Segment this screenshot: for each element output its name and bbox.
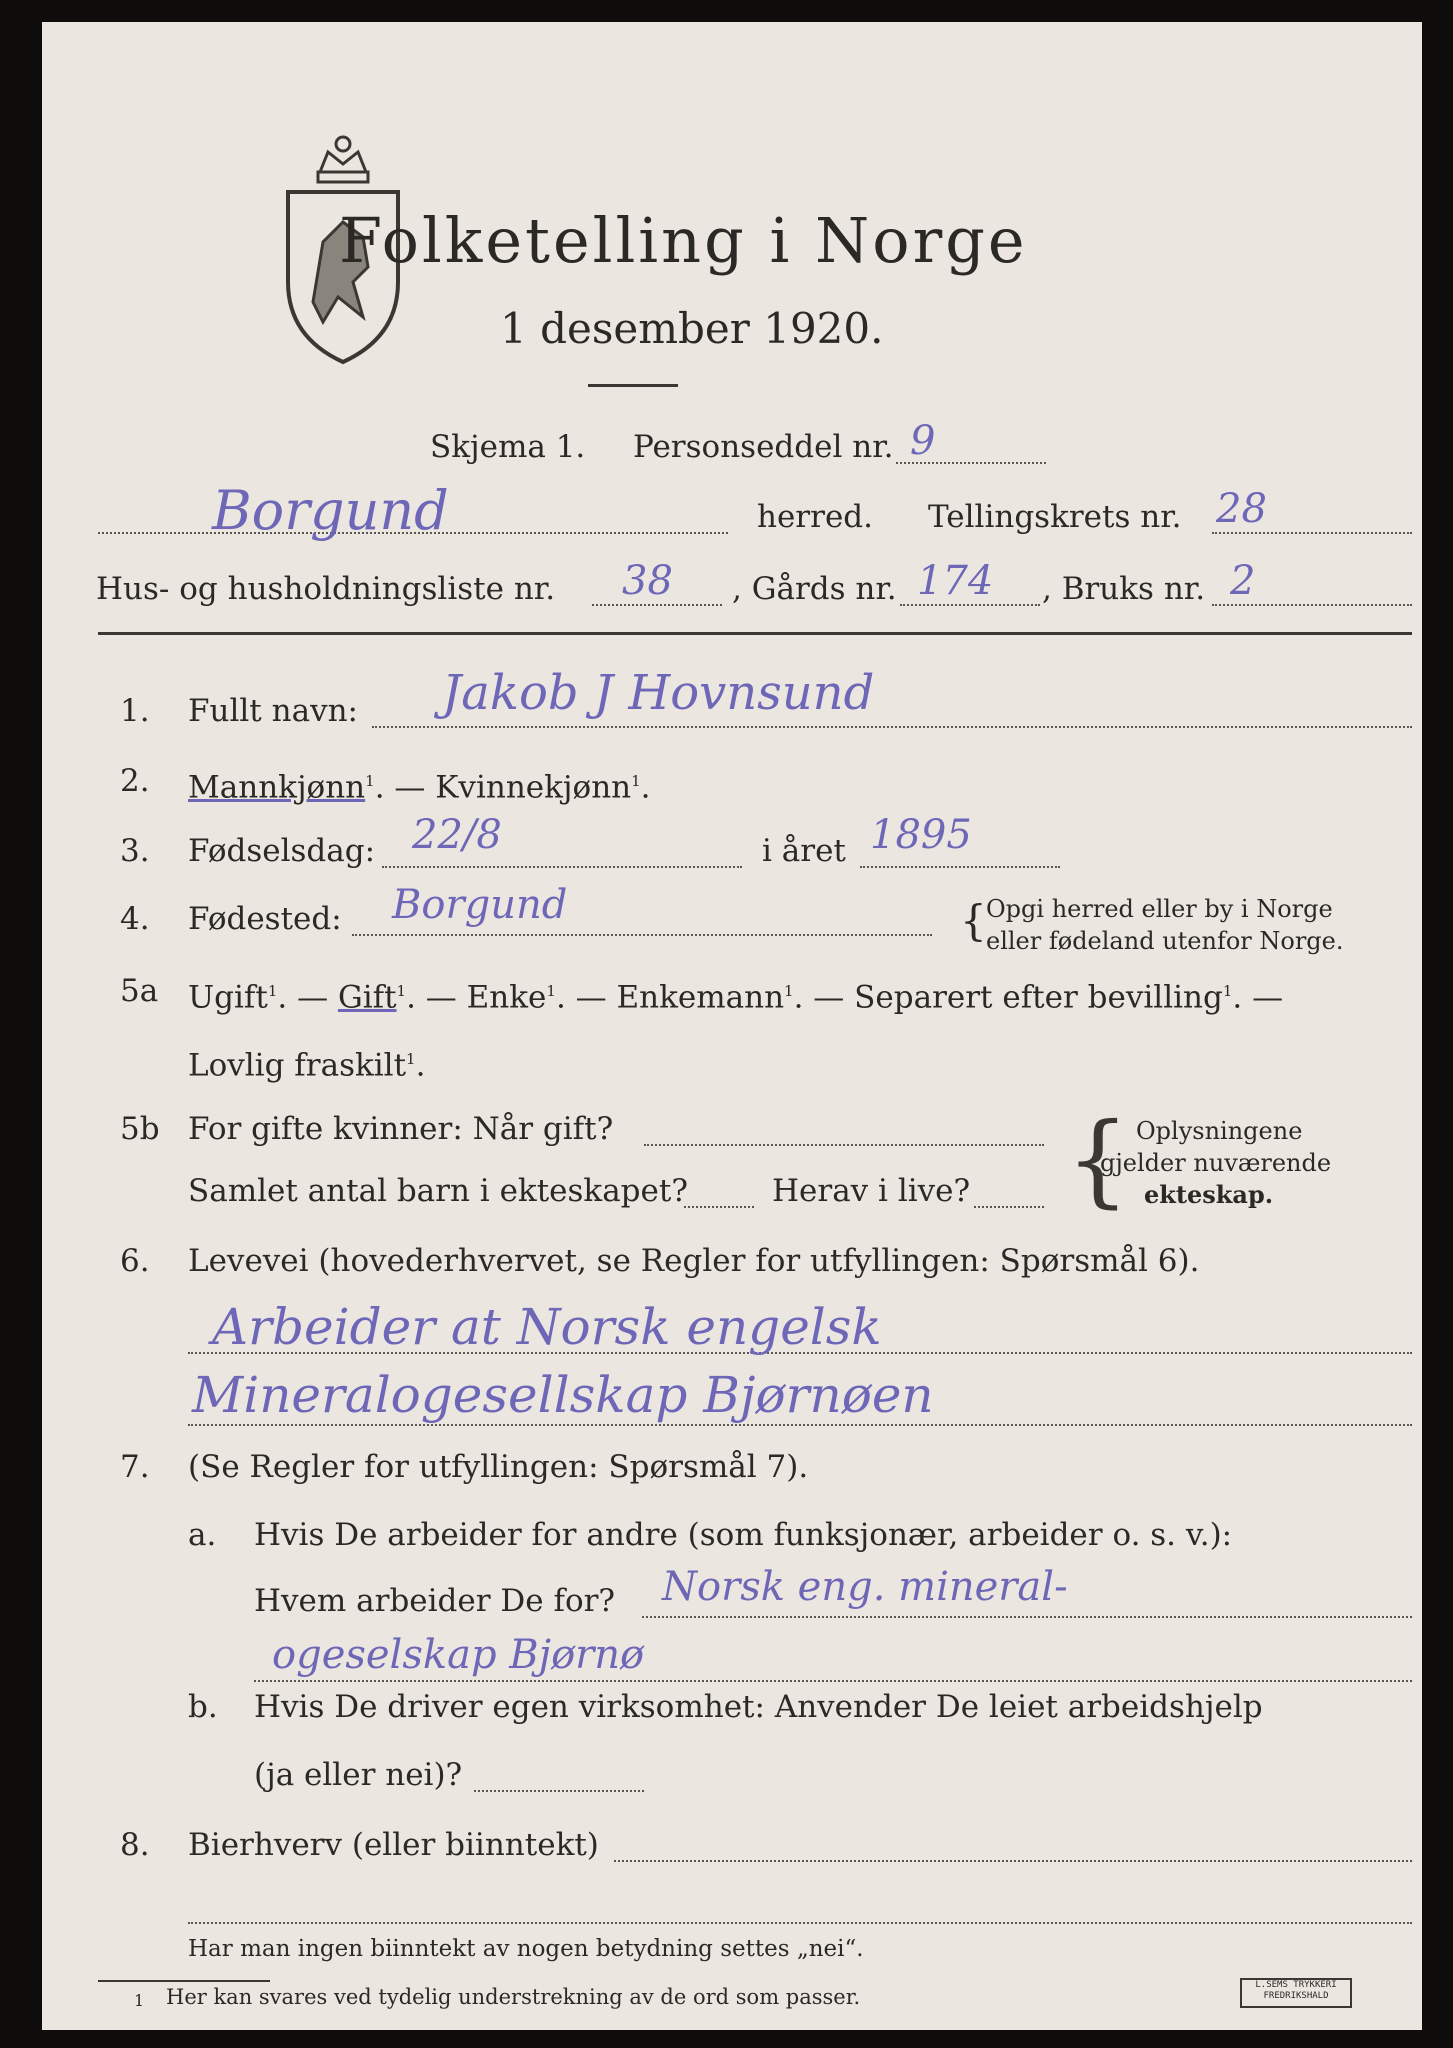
birthdate-line — [382, 866, 742, 868]
gender-end: . — [640, 769, 651, 806]
year-label: i året — [762, 833, 846, 869]
q5b-label: For gifte kvinner: Når gift? — [188, 1111, 614, 1147]
bruks-label: , Bruks nr. — [1042, 571, 1206, 607]
q3-number: 3. — [120, 833, 150, 869]
q5b-brace: { — [1066, 1101, 1130, 1218]
enkemann-option: Enkemann — [616, 979, 785, 1016]
civil-status-options: Ugift$^1$. — Gift$^1$. — Enke$^1$. — Enkemann$^1$. — Separert efter bevilling$^1$. — — [188, 979, 1284, 1016]
birth-year-value: 1895 — [870, 812, 972, 858]
form-title: Folketelling i Norge — [339, 204, 1028, 277]
q7-label: (Se Regler for utfyllingen: Spørsmål 7). — [188, 1449, 809, 1485]
gards-value: 174 — [917, 558, 994, 604]
employer-line2 — [254, 1680, 1412, 1682]
children-label: Samlet antal barn i ekteskapet? — [188, 1173, 688, 1209]
form-date: 1 desember 1920. — [500, 304, 884, 353]
q1-label: Fullt navn: — [188, 693, 358, 729]
q8-label: Bierhverv (eller biinntekt) — [188, 1827, 599, 1863]
q8-line1 — [614, 1860, 1412, 1862]
tellingskrets-label: Tellingskrets nr. — [928, 499, 1182, 535]
herred-label: herred. — [757, 499, 873, 535]
gender-separator: . — — [374, 769, 436, 806]
q7b-question: (ja eller nei)? — [254, 1757, 463, 1793]
footnote-mark: 1 — [134, 1991, 145, 2010]
occupation-value-line2: Mineralogesellskap Bjørnøen — [192, 1366, 934, 1424]
q7b-number: b. — [188, 1689, 218, 1725]
q4-number: 4. — [120, 901, 150, 937]
q7b-line — [474, 1790, 644, 1792]
separert-option: Separert efter bevilling — [854, 979, 1223, 1016]
q7-number: 7. — [120, 1449, 150, 1485]
q6-number: 6. — [120, 1243, 150, 1279]
q7a-label: Hvis De arbeider for andre (som funksjonær, arbeider o. s. v.): — [254, 1517, 1233, 1553]
q5b-number: 5b — [120, 1111, 160, 1147]
personseddel-value: 9 — [910, 418, 936, 464]
census-form — [42, 22, 1422, 2030]
birthdate-value: 22/8 — [412, 812, 502, 858]
hus-value: 38 — [622, 558, 673, 604]
gift-option: Gift — [337, 979, 397, 1016]
q5b-note-line1: Oplysningene — [1136, 1117, 1303, 1145]
occupation-value-line1: Arbeider at Norsk engelsk — [212, 1298, 882, 1356]
personseddel-label: Personseddel nr. — [633, 429, 894, 465]
gards-label: , Gårds nr. — [732, 571, 897, 607]
employer-value-line1: Norsk eng. mineral- — [662, 1564, 1068, 1610]
tellingskrets-line — [1212, 532, 1412, 534]
q7a-question: Hvem arbeider De for? — [254, 1583, 616, 1619]
q5a-dash: . — — [1232, 979, 1284, 1016]
footnote-text: Her kan svares ved tydelig understrekning av de ord som passer. — [166, 1985, 861, 2009]
q4-label: Fødested: — [188, 901, 342, 937]
q4-note-line1: Opgi herred eller by i Norge — [986, 895, 1333, 923]
q7b-label: Hvis De driver egen virksomhet: Anvender De leiet arbeidshjelp — [254, 1689, 1263, 1725]
occupation-line2 — [188, 1424, 1412, 1426]
q4-note-line2: eller fødeland utenfor Norge. — [986, 927, 1344, 955]
bruks-line — [1212, 604, 1412, 606]
q4-brace: { — [960, 896, 987, 945]
herred-value: Borgund — [212, 479, 449, 542]
gender-options: Mannkjønn$^1$. — Kvinnekjønn$^1$. — [188, 769, 651, 806]
q6-label: Levevei (hovederhvervet, se Regler for utfyllingen: Spørsmål 6). — [188, 1243, 1200, 1279]
skjema-label: Skjema 1. — [430, 429, 586, 465]
birthplace-value: Borgund — [392, 882, 568, 928]
hus-line — [592, 604, 722, 606]
male-option: Mannkjønn — [188, 769, 366, 806]
female-option: Kvinnekjønn — [435, 769, 632, 806]
title-divider — [588, 384, 678, 387]
year-line — [860, 866, 1060, 868]
alive-label: Herav i live? — [772, 1173, 971, 1209]
q5b-note-line2: gjelder nuværende — [1100, 1149, 1332, 1177]
q3-label: Fødselsdag: — [188, 833, 376, 869]
hus-label: Hus- og husholdningsliste nr. — [96, 571, 556, 607]
gards-line — [900, 604, 1040, 606]
children-line — [684, 1206, 754, 1208]
q8-number: 8. — [120, 1827, 150, 1863]
employer-value-line2: ogeselskap Bjørnø — [272, 1632, 645, 1678]
fraskilt-label: Lovlig fraskilt — [188, 1047, 407, 1084]
enke-option: Enke — [466, 979, 547, 1016]
q5a-number: 5a — [120, 973, 159, 1009]
alive-line — [974, 1206, 1044, 1208]
q8-note: Har man ingen biinntekt av nogen betydning settes „nei“. — [188, 1936, 864, 1962]
birthplace-line — [352, 934, 932, 936]
q8-line2 — [188, 1922, 1412, 1924]
married-when-line — [644, 1144, 1044, 1146]
q7a-number: a. — [188, 1517, 217, 1553]
header-rule — [98, 632, 1412, 635]
bruks-value: 2 — [1230, 558, 1256, 604]
q1-number: 1. — [120, 693, 150, 729]
employer-line1 — [642, 1616, 1412, 1618]
q1-line — [372, 726, 1412, 728]
full-name-value: Jakob J Hovnsund — [442, 665, 875, 721]
ugift-option: Ugift — [188, 979, 268, 1016]
fraskilt-option: Lovlig fraskilt$^1$. — [188, 1047, 426, 1084]
tellingskrets-value: 28 — [1216, 486, 1267, 532]
q5b-note-line3: ekteskap. — [1144, 1180, 1274, 1209]
q2-number: 2. — [120, 763, 150, 799]
printer-mark: L.SEMS TRYKKERI FREDRIKSHALD — [1240, 1978, 1352, 2008]
